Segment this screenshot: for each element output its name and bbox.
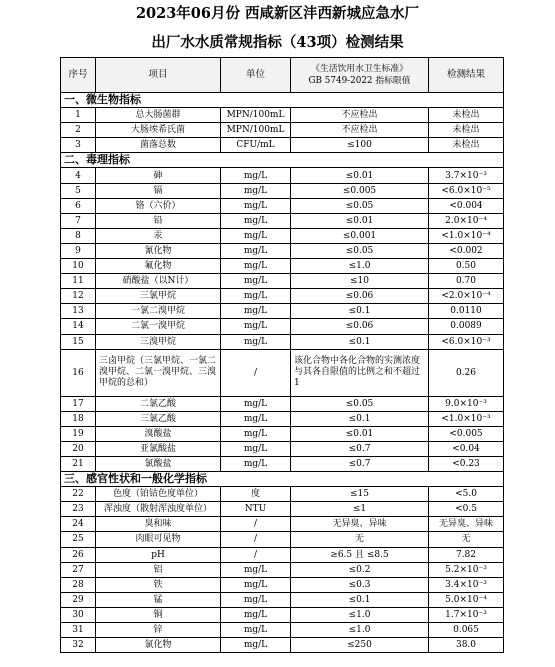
cell-limit: ≤15 bbox=[291, 487, 429, 502]
cell-result: <6.0×10⁻⁵ bbox=[429, 183, 504, 198]
table-row bbox=[61, 532, 504, 547]
cell-item: 汞 bbox=[96, 228, 221, 243]
cell-unit: mg/L bbox=[221, 183, 291, 198]
cell-result: 38.0 bbox=[429, 638, 504, 653]
table-row bbox=[61, 592, 504, 607]
table-row bbox=[61, 547, 504, 562]
cell-seq: 9 bbox=[61, 243, 96, 258]
cell-seq: 19 bbox=[61, 426, 96, 441]
cell-unit: CFU/mL bbox=[221, 138, 291, 153]
cell-result: <6.0×10⁻³ bbox=[429, 334, 504, 349]
cell-result: <1.0×10⁻³ bbox=[429, 411, 504, 426]
cell-seq: 3 bbox=[61, 138, 96, 153]
cell-limit: ≤0.001 bbox=[291, 228, 429, 243]
cell-result: 2.0×10⁻⁴ bbox=[429, 213, 504, 228]
cell-item: 三氯乙酸 bbox=[96, 411, 221, 426]
cell-seq: 22 bbox=[61, 487, 96, 502]
cell-seq: 13 bbox=[61, 304, 96, 319]
cell-seq: 27 bbox=[61, 562, 96, 577]
cell-unit: MPN/100mL bbox=[221, 123, 291, 138]
cell-unit: mg/L bbox=[221, 243, 291, 258]
header-standard bbox=[291, 58, 429, 93]
cell-limit: ≤1.0 bbox=[291, 607, 429, 622]
cell-seq: 11 bbox=[61, 274, 96, 289]
cell-limit: ≤100 bbox=[291, 138, 429, 153]
cell-unit: mg/L bbox=[221, 411, 291, 426]
table-row bbox=[61, 183, 504, 198]
cell-result: 0.065 bbox=[429, 623, 504, 638]
cell-limit: ≤0.05 bbox=[291, 198, 429, 213]
cell-limit: ≤0.7 bbox=[291, 456, 429, 471]
cell-limit: ≤0.06 bbox=[291, 319, 429, 334]
cell-unit: / bbox=[221, 547, 291, 562]
table-row bbox=[61, 168, 504, 183]
cell-item: 镉 bbox=[96, 183, 221, 198]
cell-result: 7.82 bbox=[429, 547, 504, 562]
table-row bbox=[61, 138, 504, 153]
cell-result: 0.0089 bbox=[429, 319, 504, 334]
cell-limit: 该化合物中各化合物的实测浓度与其各自限值的比例之和不超过1 bbox=[291, 349, 429, 396]
cell-item: 大肠埃希氏菌 bbox=[96, 123, 221, 138]
table-row bbox=[61, 123, 504, 138]
table-row bbox=[61, 577, 504, 592]
cell-item: 铜 bbox=[96, 607, 221, 622]
cell-limit: ≤0.7 bbox=[291, 441, 429, 456]
table-row bbox=[61, 334, 504, 349]
cell-limit: ≤1.0 bbox=[291, 259, 429, 274]
cell-limit: ≤0.01 bbox=[291, 168, 429, 183]
cell-item: 色度（铂钴色度单位） bbox=[96, 487, 221, 502]
cell-item: 氰化物 bbox=[96, 243, 221, 258]
cell-result: <1.0×10⁻⁴ bbox=[429, 228, 504, 243]
cell-limit: ≤0.005 bbox=[291, 183, 429, 198]
cell-unit: / bbox=[221, 349, 291, 396]
table-row bbox=[61, 517, 504, 532]
table-row bbox=[61, 638, 504, 653]
header-result: 检测结果 bbox=[429, 58, 504, 93]
cell-unit: / bbox=[221, 532, 291, 547]
cell-result: 未检出 bbox=[429, 108, 504, 123]
cell-unit: mg/L bbox=[221, 289, 291, 304]
cell-item: 三溴甲烷 bbox=[96, 334, 221, 349]
cell-result: 无 bbox=[429, 532, 504, 547]
cell-item: pH bbox=[96, 547, 221, 562]
cell-seq: 16 bbox=[61, 349, 96, 396]
cell-unit: / bbox=[221, 517, 291, 532]
cell-unit: mg/L bbox=[221, 213, 291, 228]
cell-limit: ≤0.1 bbox=[291, 304, 429, 319]
cell-seq: 21 bbox=[61, 456, 96, 471]
cell-seq: 30 bbox=[61, 607, 96, 622]
cell-result: <0.23 bbox=[429, 456, 504, 471]
cell-unit: mg/L bbox=[221, 319, 291, 334]
section-row bbox=[61, 93, 504, 108]
cell-unit: mg/L bbox=[221, 592, 291, 607]
header-seq: 序号 bbox=[61, 58, 96, 93]
water-quality-table bbox=[60, 57, 504, 653]
cell-item: 臭和味 bbox=[96, 517, 221, 532]
table-row bbox=[61, 502, 504, 517]
table-row bbox=[61, 108, 504, 123]
cell-result: 未检出 bbox=[429, 123, 504, 138]
cell-item: 氯化物 bbox=[96, 638, 221, 653]
cell-seq: 29 bbox=[61, 592, 96, 607]
cell-result: 未检出 bbox=[429, 138, 504, 153]
cell-seq: 18 bbox=[61, 411, 96, 426]
cell-item: 肉眼可见物 bbox=[96, 532, 221, 547]
table-row bbox=[61, 487, 504, 502]
cell-result: <0.04 bbox=[429, 441, 504, 456]
table-body bbox=[61, 93, 504, 653]
cell-seq: 5 bbox=[61, 183, 96, 198]
cell-seq: 28 bbox=[61, 577, 96, 592]
cell-unit: mg/L bbox=[221, 623, 291, 638]
cell-seq: 12 bbox=[61, 289, 96, 304]
cell-unit: mg/L bbox=[221, 168, 291, 183]
cell-limit: ≤0.3 bbox=[291, 577, 429, 592]
cell-limit: 无 bbox=[291, 532, 429, 547]
cell-unit: mg/L bbox=[221, 228, 291, 243]
cell-limit: ≤0.01 bbox=[291, 213, 429, 228]
header-standard-line2: GB 5749-2022 指标限值 bbox=[308, 76, 411, 86]
section-title: 二、毒理指标 bbox=[61, 153, 504, 168]
cell-seq: 7 bbox=[61, 213, 96, 228]
cell-item: 浑浊度（散射浑浊度单位） bbox=[96, 502, 221, 517]
table-row bbox=[61, 623, 504, 638]
cell-result: 9.0×10⁻³ bbox=[429, 396, 504, 411]
cell-unit: mg/L bbox=[221, 607, 291, 622]
cell-limit: 不应检出 bbox=[291, 108, 429, 123]
cell-item: 亚氯酸盐 bbox=[96, 441, 221, 456]
cell-seq: 32 bbox=[61, 638, 96, 653]
cell-seq: 15 bbox=[61, 334, 96, 349]
section-title: 一、微生物指标 bbox=[61, 93, 504, 108]
cell-seq: 1 bbox=[61, 108, 96, 123]
cell-seq: 31 bbox=[61, 623, 96, 638]
cell-limit: ≤0.05 bbox=[291, 396, 429, 411]
table-row bbox=[61, 562, 504, 577]
cell-seq: 23 bbox=[61, 502, 96, 517]
table-row bbox=[61, 228, 504, 243]
cell-unit: MPN/100mL bbox=[221, 108, 291, 123]
cell-item: 菌落总数 bbox=[96, 138, 221, 153]
section-row bbox=[61, 472, 504, 487]
cell-unit: mg/L bbox=[221, 577, 291, 592]
cell-result: 0.70 bbox=[429, 274, 504, 289]
cell-seq: 14 bbox=[61, 319, 96, 334]
cell-result: <5.0 bbox=[429, 487, 504, 502]
cell-result: 无异臭、异味 bbox=[429, 517, 504, 532]
cell-limit: 无异臭、异味 bbox=[291, 517, 429, 532]
table-row bbox=[61, 349, 504, 396]
cell-unit: mg/L bbox=[221, 334, 291, 349]
table-row bbox=[61, 411, 504, 426]
cell-limit: 不应检出 bbox=[291, 123, 429, 138]
cell-unit: mg/L bbox=[221, 304, 291, 319]
cell-unit: mg/L bbox=[221, 426, 291, 441]
cell-limit: ≤0.1 bbox=[291, 334, 429, 349]
cell-unit: mg/L bbox=[221, 396, 291, 411]
cell-seq: 24 bbox=[61, 517, 96, 532]
cell-seq: 6 bbox=[61, 198, 96, 213]
cell-result: 3.7×10⁻³ bbox=[429, 168, 504, 183]
cell-result: <0.5 bbox=[429, 502, 504, 517]
cell-limit: ≤250 bbox=[291, 638, 429, 653]
table-row bbox=[61, 441, 504, 456]
table-row bbox=[61, 198, 504, 213]
table-row bbox=[61, 289, 504, 304]
section-title: 三、感官性状和一般化学指标 bbox=[61, 472, 504, 487]
table-row bbox=[61, 426, 504, 441]
cell-limit: ≤0.01 bbox=[291, 426, 429, 441]
cell-limit: ≤0.1 bbox=[291, 592, 429, 607]
cell-unit: mg/L bbox=[221, 441, 291, 456]
cell-limit: ≤0.2 bbox=[291, 562, 429, 577]
cell-unit: mg/L bbox=[221, 456, 291, 471]
report-title-line2: 出厂水水质常规指标（43项）检测结果 bbox=[151, 34, 404, 51]
cell-seq: 26 bbox=[61, 547, 96, 562]
cell-item: 二氯一溴甲烷 bbox=[96, 319, 221, 334]
cell-unit: NTU bbox=[221, 502, 291, 517]
cell-unit: mg/L bbox=[221, 274, 291, 289]
table-row bbox=[61, 304, 504, 319]
table-row bbox=[61, 274, 504, 289]
table-row bbox=[61, 396, 504, 411]
table-row bbox=[61, 319, 504, 334]
cell-item: 铬（六价） bbox=[96, 198, 221, 213]
cell-unit: mg/L bbox=[221, 198, 291, 213]
cell-item: 溴酸盐 bbox=[96, 426, 221, 441]
cell-seq: 25 bbox=[61, 532, 96, 547]
cell-item: 铁 bbox=[96, 577, 221, 592]
cell-item: 锌 bbox=[96, 623, 221, 638]
cell-item: 总大肠菌群 bbox=[96, 108, 221, 123]
cell-limit: ≤0.05 bbox=[291, 243, 429, 258]
cell-result: 5.0×10⁻⁴ bbox=[429, 592, 504, 607]
table-row bbox=[61, 213, 504, 228]
cell-item: 铝 bbox=[96, 562, 221, 577]
cell-result: 3.4×10⁻³ bbox=[429, 577, 504, 592]
cell-unit: mg/L bbox=[221, 259, 291, 274]
cell-limit: ≤1.0 bbox=[291, 623, 429, 638]
cell-item: 铅 bbox=[96, 213, 221, 228]
report-title-line1: 2023年06月份 西咸新区沣西新城应急水厂 bbox=[135, 5, 420, 22]
cell-item: 三卤甲烷（三氯甲烷、一氯二溴甲烷、二氯一溴甲烷、三溴甲烷的总和） bbox=[96, 349, 221, 396]
cell-result: 0.50 bbox=[429, 259, 504, 274]
cell-item: 三氯甲烷 bbox=[96, 289, 221, 304]
cell-unit: 度 bbox=[221, 487, 291, 502]
section-row bbox=[61, 153, 504, 168]
cell-result: 0.0110 bbox=[429, 304, 504, 319]
cell-limit: ≤10 bbox=[291, 274, 429, 289]
cell-seq: 10 bbox=[61, 259, 96, 274]
cell-item: 硝酸盐（以N计） bbox=[96, 274, 221, 289]
cell-seq: 20 bbox=[61, 441, 96, 456]
cell-item: 氯酸盐 bbox=[96, 456, 221, 471]
cell-result: 0.26 bbox=[429, 349, 504, 396]
cell-limit: ≤1 bbox=[291, 502, 429, 517]
cell-result: <0.002 bbox=[429, 243, 504, 258]
table-row bbox=[61, 607, 504, 622]
cell-unit: mg/L bbox=[221, 562, 291, 577]
cell-result: <0.005 bbox=[429, 426, 504, 441]
table-row bbox=[61, 259, 504, 274]
cell-item: 二氯乙酸 bbox=[96, 396, 221, 411]
cell-limit: ≤0.1 bbox=[291, 411, 429, 426]
cell-item: 氟化物 bbox=[96, 259, 221, 274]
cell-limit: ≥6.5 且 ≤8.5 bbox=[291, 547, 429, 562]
cell-result: <0.004 bbox=[429, 198, 504, 213]
cell-result: 1.7×10⁻³ bbox=[429, 607, 504, 622]
table-row bbox=[61, 456, 504, 471]
cell-unit: mg/L bbox=[221, 638, 291, 653]
header-item: 项目 bbox=[96, 58, 221, 93]
header-unit: 单位 bbox=[221, 58, 291, 93]
header-standard-line1: 《生活饮用水卫生标准》 bbox=[311, 64, 408, 74]
cell-item: 锰 bbox=[96, 592, 221, 607]
cell-seq: 17 bbox=[61, 396, 96, 411]
table-row bbox=[61, 243, 504, 258]
table-header-row bbox=[61, 58, 504, 93]
cell-result: <2.0×10⁻⁴ bbox=[429, 289, 504, 304]
cell-limit: ≤0.06 bbox=[291, 289, 429, 304]
cell-seq: 2 bbox=[61, 123, 96, 138]
cell-item: 一氯二溴甲烷 bbox=[96, 304, 221, 319]
cell-item: 砷 bbox=[96, 168, 221, 183]
cell-seq: 8 bbox=[61, 228, 96, 243]
cell-result: 5.2×10⁻³ bbox=[429, 562, 504, 577]
cell-seq: 4 bbox=[61, 168, 96, 183]
